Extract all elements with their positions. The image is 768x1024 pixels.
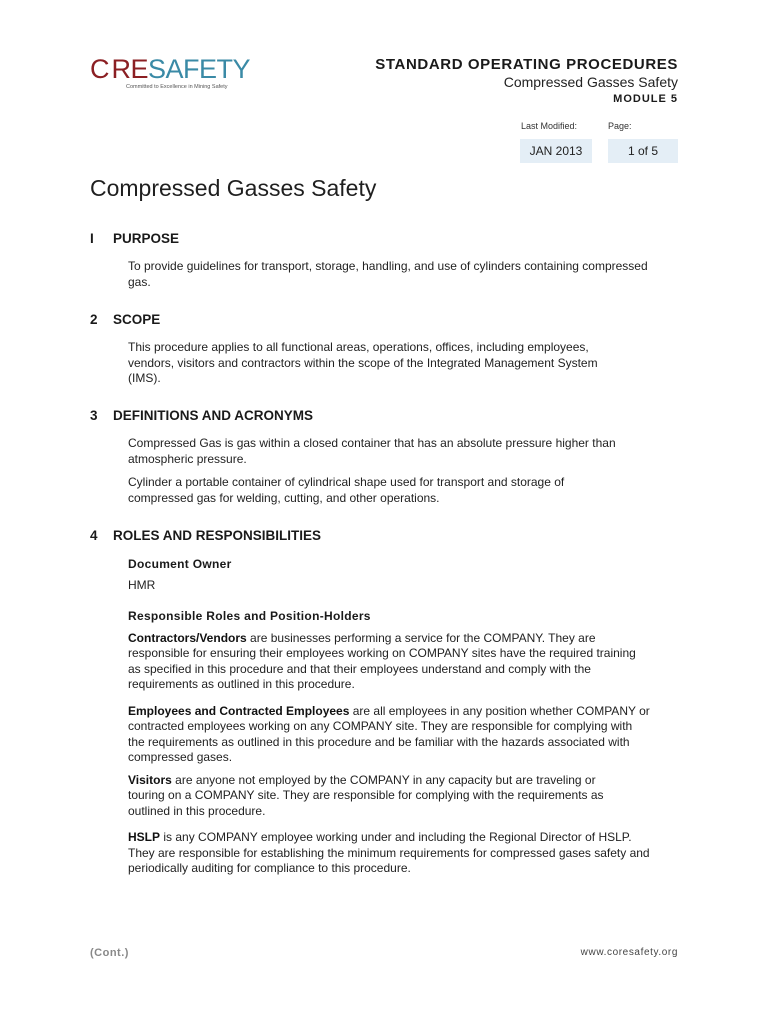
role-hslp [128, 830, 650, 877]
continued-label: (Cont.) [90, 947, 129, 959]
header-title: STANDARD OPERATING PROCEDURES [375, 56, 678, 73]
section-number: 4 [90, 528, 98, 543]
section-title: SCOPE [113, 312, 161, 327]
last-modified-value: JAN 2013 [520, 139, 592, 163]
section-heading [90, 408, 650, 423]
page-value: 1 of 5 [608, 139, 678, 163]
section-number: I [90, 231, 94, 246]
role-text: are anyone not employed by the COMPANY in any capacity but are traveling or touring on a COMPANY site. They are responsible for complying with the requirements as outlined in this procedure. [128, 772, 604, 818]
role-contractors [128, 631, 650, 693]
document-title: Compressed Gasses Safety [90, 175, 377, 201]
section-title: PURPOSE [113, 231, 180, 246]
logo-tagline: Committed to Excellence in Mining Safety [126, 84, 228, 90]
section-heading [90, 312, 650, 327]
page-label: Page: [608, 121, 632, 131]
section-purpose [90, 231, 650, 290]
header-subtitle: Compressed Gasses Safety [503, 74, 678, 90]
section-scope [90, 312, 650, 387]
role-employees [128, 704, 650, 766]
role-term: Visitors [128, 772, 172, 787]
last-modified-label: Last Modified: [521, 121, 578, 131]
section-title: DEFINITIONS AND ACRONYMS [113, 408, 314, 423]
section-roles [90, 528, 650, 877]
logo-prefix: C [90, 54, 109, 84]
role-text: is any COMPANY employee working under and including the Regional Director of HSLP. They are responsible for establishing the minimum requirements for compressed gases safety and periodically auditing for compliance to this procedure. [128, 830, 650, 875]
section-number: 2 [90, 312, 98, 327]
section-text: To provide guidelines for transport, storage, handling, and use of cylinders containing compressed gas. [128, 259, 648, 289]
document-header [375, 56, 678, 105]
section-heading [90, 231, 650, 246]
section-number: 3 [90, 408, 98, 423]
definition-cylinder: Cylinder a portable container of cylindrical shape used for transport and storage of compressed gas for welding, cutting, and other operations. [128, 475, 565, 505]
header-module: MODULE 5 [613, 93, 678, 105]
responsible-roles-heading: Responsible Roles and Position-Holders [128, 608, 371, 623]
section-definitions [90, 408, 650, 506]
definition-compressed-gas: Compressed Gas is gas within a closed container that has an absolute pressure higher than atmospheric pressure. [128, 436, 616, 466]
role-text: are businesses performing a service for the COMPANY. They are responsible for ensuring their employees working on COMPANY sites have the required training as specified in this procedure and that their employees understand and comply with the requirements as outlined in this procedure. [128, 630, 636, 691]
logo-suffix-core: RE [111, 54, 148, 84]
website-link[interactable]: www.coresafety.org [580, 947, 678, 958]
section-title: ROLES AND RESPONSIBILITIES [113, 528, 322, 543]
document-owner-heading: Document Owner [128, 557, 232, 571]
section-heading [90, 528, 650, 543]
role-term: HSLP [128, 830, 161, 844]
role-text: are all employees in any position whether COMPANY or contracted employees working on any COMPANY site. They are responsible for complying with the requirements as outlined in this procedure and be familiar with the hazards associated with compressed gases. [128, 703, 650, 764]
role-visitors [128, 773, 618, 820]
section-text: This procedure applies to all functional areas, operations, offices, including employees, vendors, visitors and contractors within the scope of the Integrated Management System (IMS). [128, 340, 598, 385]
role-term: Employees and Contracted Employees [128, 703, 350, 718]
logo-suffix-safety: SAFETY [147, 54, 250, 84]
document-owner-value: HMR [128, 578, 156, 592]
coresafety-logo [90, 54, 250, 94]
role-term: Contractors/Vendors [128, 630, 247, 645]
